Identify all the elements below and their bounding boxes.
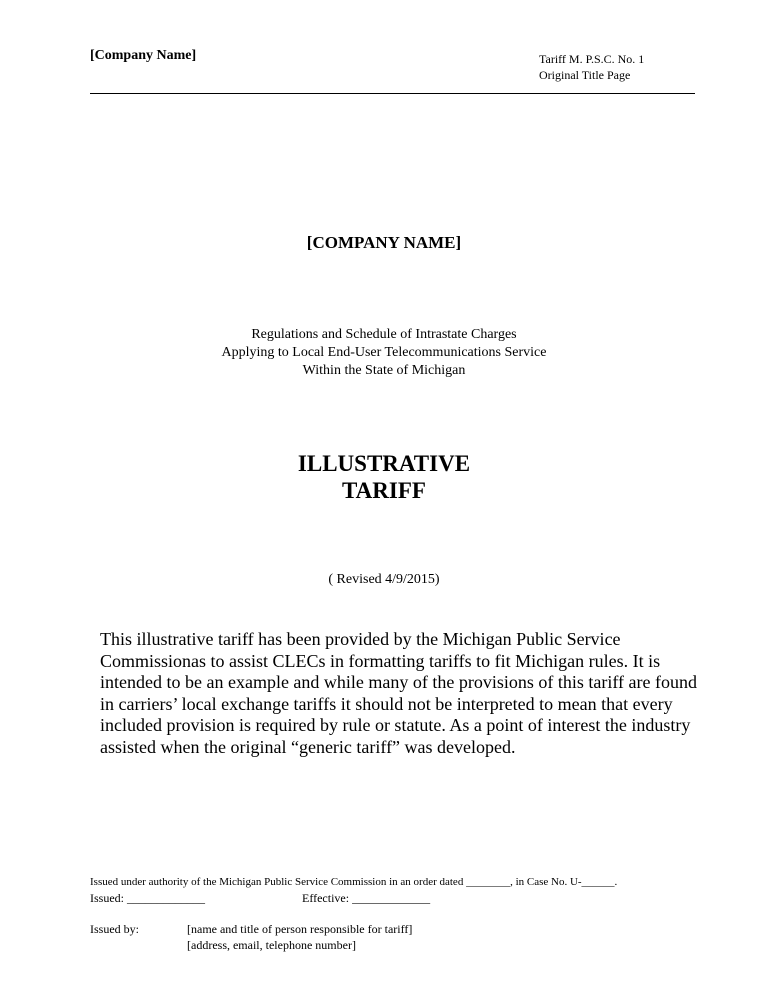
heading-line: ILLUSTRATIVE (297, 451, 471, 476)
effective-date: Effective: _____________ (302, 891, 431, 905)
illustrative-heading (0, 450, 768, 504)
issued-by-line: [address, email, telephone number] (187, 938, 356, 952)
document-subtitle (0, 326, 768, 380)
document-title: [COMPANY NAME] (306, 233, 462, 252)
subtitle-line: Within the State of Michigan (302, 363, 466, 378)
subtitle-line: Applying to Local End-User Telecommunications Service (221, 345, 547, 360)
page-label: Original Title Page (539, 68, 631, 82)
subtitle-line: Regulations and Schedule of Intrastate Charges (251, 327, 517, 342)
issued-by-line: [name and title of person responsible for tariff] (187, 922, 413, 936)
issued-by-label: Issued by: (90, 922, 139, 936)
issue-dates (90, 891, 431, 906)
header-tariff-info (539, 51, 644, 83)
heading-line: TARIFF (342, 478, 426, 503)
issuing-authority: Issued under authority of the Michigan Public Service Commission in an order dated ________, in Case No. U-______. (90, 876, 618, 888)
disclaimer-paragraph: This illustrative tariff has been provided by the Michigan Public Service Commissionas to assist CLECs in formatting tariffs to fit Michigan rules. It is intended to be an example and while many of the provisions of this tariff are found in carriers’ local exchange tariffs it should not be interpreted to mean that every included provision is required by rule or statute. As a point of interest the industry assisted when the original “generic tariff” was developed. (100, 629, 698, 757)
header-divider (90, 93, 695, 94)
issued-by-details (187, 921, 412, 953)
header-company-name: [Company Name] (90, 48, 197, 63)
tariff-number: Tariff M. P.S.C. No. 1 (539, 52, 645, 66)
issued-date: Issued: _____________ (90, 891, 205, 905)
revision-date: ( Revised 4/9/2015) (328, 572, 440, 587)
